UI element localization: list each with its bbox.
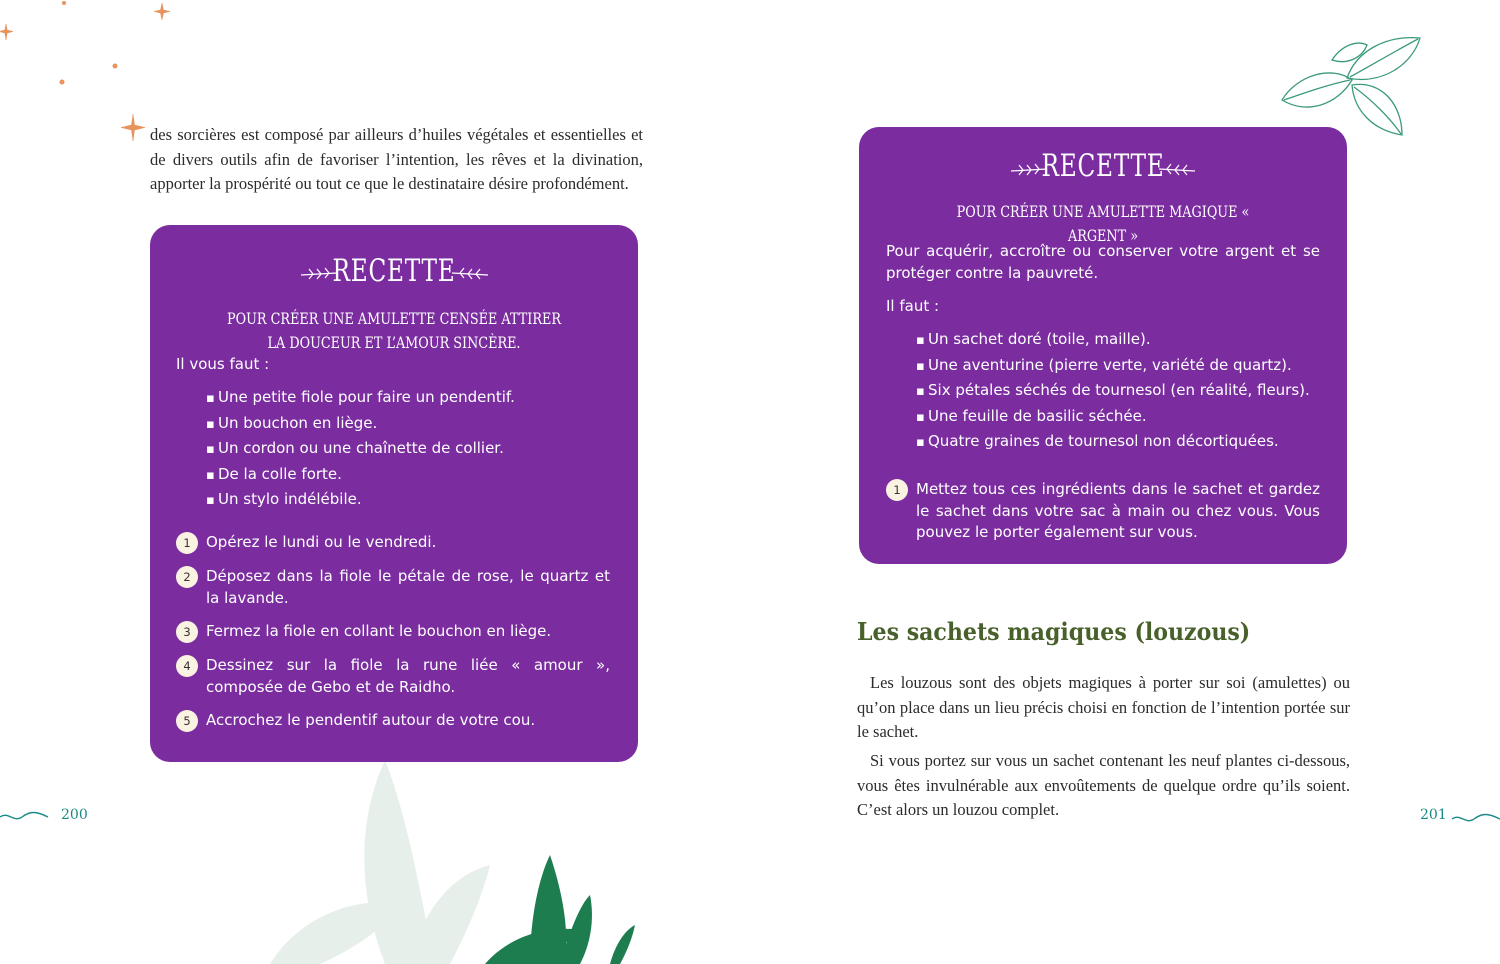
list-item: ▪ Une feuille de basilic séchée. — [916, 404, 1310, 430]
step-text: Fermez la fiole en collant le bouchon en liège. — [206, 622, 552, 640]
recipe-title: RECETTE — [332, 253, 456, 289]
sparkle-dot — [62, 1, 66, 5]
body-paragraph: Les louzous sont des objets magiques à porter sur soi (amulettes) ou qu’on place dans un lieu précis choisi en fonction de l’intention portée sur le sachet. — [857, 673, 1350, 741]
sparkle-icon — [121, 114, 145, 141]
sparkle-dot — [60, 80, 65, 85]
page-number: 201 — [1420, 807, 1447, 823]
recipe-subtitle: POUR CRÉER UNE AMULETTE CENSÉE ATTIRER LA DOUCEUR ET L’AMOUR SINCÈRE. — [227, 309, 561, 352]
step-3 — [176, 621, 610, 643]
recipe-intro: Pour acquérir, accroître ou conserver votre argent et se protéger contre la pauvreté. — [886, 242, 1320, 282]
laurel-branch-icon — [1157, 161, 1197, 177]
body-paragraph: Si vous portez sur vous un sachet contenant les neuf plantes ci-dessous, vous êtes invulnérable aux envoûtements de quelque ordre qu’ils soient. C’est alors un louzou complet. — [857, 751, 1350, 819]
step-1 — [886, 479, 1320, 545]
needs-label: Il vous faut : — [176, 355, 270, 373]
list-item: ▪ Une petite fiole pour faire un pendentif. — [206, 385, 515, 411]
step-number-badge: 5 — [176, 710, 198, 732]
step-number-badge: 3 — [176, 621, 198, 643]
step-text: Accrochez le pendentif autour de votre cou. — [206, 711, 536, 729]
list-item: ▪ Un cordon ou une chaînette de collier. — [206, 436, 515, 462]
laurel-branch-icon — [450, 265, 490, 281]
recipe-card-argent — [859, 127, 1347, 564]
list-item: ▪ Un bouchon en liège. — [206, 411, 515, 437]
intro-paragraph: des sorcières est composé par ailleurs d’huiles végétales et essentielles et de divers outils afin de favoriser l’intention, les rêves et la divination, apporter la prospérité ou tout ce que le destinataire désire profondément. — [150, 125, 643, 193]
list-item: ▪ Un sachet doré (toile, maille). — [916, 327, 1310, 353]
wave-ornament-icon — [0, 811, 50, 823]
step-text: Déposez dans la fiole le pétale de rose, le quartz et la lavande. — [206, 567, 610, 607]
list-item: ▪ Six pétales séchés de tournesol (en réalité, fleurs). — [916, 378, 1310, 404]
step-4 — [176, 655, 610, 699]
page-number: 200 — [61, 807, 88, 823]
needs-label: Il faut : — [886, 297, 940, 315]
step-number-badge: 4 — [176, 655, 198, 677]
step-number-badge: 1 — [176, 532, 198, 554]
list-item: ▪ Une aventurine (pierre verte, variété de quartz). — [916, 353, 1310, 379]
recipe-subtitle: POUR CRÉER UNE AMULETTE MAGIQUE « ARGENT » — [956, 202, 1250, 245]
section-heading: Les sachets magiques (louzous) — [857, 617, 1251, 646]
ingredient-list — [916, 327, 1310, 455]
step-text: Opérez le lundi ou le vendredi. — [206, 533, 437, 551]
sparkle-dot — [113, 64, 118, 69]
step-5 — [176, 710, 610, 732]
step-2 — [176, 566, 610, 610]
list-item: ▪ Un stylo indélébile. — [206, 487, 515, 513]
recipe-card-amour — [150, 225, 638, 762]
step-number-badge: 2 — [176, 566, 198, 588]
step-text: Mettez tous ces ingrédients dans le sachet et gardez le sachet dans votre sac à main ou chez vous. Vous pouvez le porter également sur vous. — [916, 480, 1320, 541]
sparkle-icon — [154, 3, 170, 20]
ingredient-list — [206, 385, 515, 513]
step-1 — [176, 532, 610, 554]
list-item: ▪ Quatre graines de tournesol non décortiquées. — [916, 429, 1310, 455]
recipe-title: RECETTE — [1041, 148, 1165, 184]
list-item: ▪ De la colle forte. — [206, 462, 515, 488]
step-text: Dessinez sur la fiole la rune liée « amour », composée de Gebo et de Raidho. — [206, 656, 610, 696]
plant-leaf-illustration — [260, 755, 650, 964]
sparkle-icon — [0, 24, 13, 40]
step-number-badge: 1 — [886, 479, 908, 501]
wave-ornament-icon — [1450, 813, 1500, 825]
